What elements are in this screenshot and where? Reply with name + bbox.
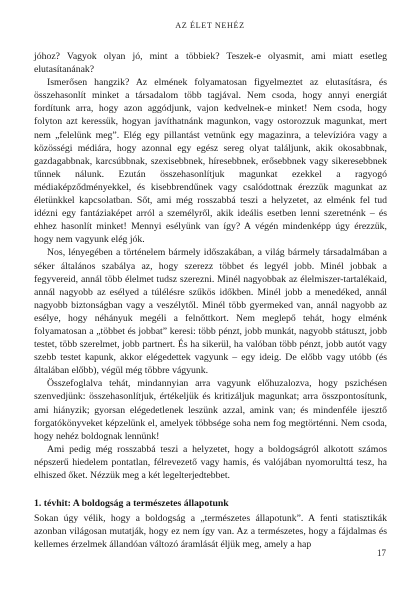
paragraph: Összefoglalva tehát, mindannyian arra vagyunk előhuzalozva, hogy pszichésen szenvedjünk: összehasonlítjuk, értékeljük és kritizáljuk magunkat; arra összpontosítunk, ami hiányzik; gyorsan elégedetlenek leszünk azzal, amink van; és mindenféle ijesztő forgatókönyveket képzelünk el, amelyek többsége soha nem fog megtörténni. Nem csoda, hogy nehéz boldognak lennünk!: [34, 378, 387, 442]
paragraph: Ismerősen hangzik? Az elmének folyamatosan figyelmeztet az elutasításra, és összehasonlít minket a társadalom több tagjával. Nem csoda, hogy annyi energiát fordítunk arra, hogy azon aggódjunk, vajon kedvelnek-e minket! Nem csoda, hogy folyton azt keressük, hogyan javíthatnánk magunkon, vagy ostorozzuk magunkat, mert nem „felelünk meg”. Elég egy pillantást vetnünk egy magazinra, a televízióra vagy a közösségi médiára, hogy azonnal egy egész sereg olyat találjunk, akik okosabbnak, gazdagabbnak, karcsúbbnak, szexisebbnek, híresebbnek, erősebbnek vagy sikeresebbnek tűnnek nálunk. Ezután összehasonlítjuk magunkat ezekkel a ragyogó médiaképződményekkel, és kisebbrendűnek vagy csalódottnak érezzük magunkat az életünkkel kapcsolatban. Sőt, ami még rosszabbá teszi a helyzetet, az elménk fel tud idézni egy fantáziaképet arról a személyről, akik ideális esetben lenni szeretnénk – és ehhez hasonlít minket! Mennyi esélyünk van így? A végén mindenképp úgy érezzük, hogy nem vagyunk elég jók.: [34, 77, 387, 246]
running-head: AZ ÉLET NEHÉZ: [175, 21, 245, 30]
section-heading: 1. tévhit: A boldogság a természetes állapotunk: [34, 498, 229, 510]
page-number: 17: [377, 548, 386, 558]
paragraph: Nos, lényegében a történelem bármely időszakában, a világ bármely társadalmában a séker általános szabálya az, hogy szerezz többet és legyél jobb. Minél jobbak a fegyvereid, annál több élelmet tudsz szerezni. Minél nagyobbak az élelmiszer-tartalékaid, annál nagyobb az esélyed a túlélésre szűkös időkben. Minél jobb a menedéked, annál nagyobb biztonságban vagy a veszélytől. Minél több gyermeked van, annál nagyobb az esélye, hogy néhányuk megéli a felnőttkort. Nem meglepő tehát, hogy elménk folyamatosan a „többet és jobbat” keresi: több pénzt, jobb munkát, nagyobb státuszt, jobb testet, több szerelmet, jobb partnert. És ha sikerül, ha valóban több pénzt, jobb autót vagy szebb testet kapunk, akkor elégedettek vagyunk – egy ideig. De előbb vagy utóbb (és általában előbb), végül még többre vágyunk.: [34, 247, 387, 377]
paragraph-continuation: jóhoz? Vagyok olyan jó, mint a többiek? Teszek-e olyasmit, ami miatt esetleg elutasítanának?: [34, 51, 387, 76]
body-text: [34, 50, 387, 551]
paragraph: Sokan úgy vélik, hogy a boldogság a „természetes állapotunk”. A fenti statisztikák azonban világosan mutatják, hogy ez nem így van. Az a természetes, hogy a fájdalmas és kellemes érzelmek állandóan változó áramlását éljük meg, amely a hap: [34, 513, 387, 551]
paragraph: Ami pedig még rosszabbá teszi a helyzetet, hogy a boldogságról alkotott számos népszerű hiedelem pontatlan, félrevezető vagy hamis, és valójában nyomorulttá tesz, ha elhiszed őket. Nézzük meg a két legelterjedtebbet.: [34, 443, 387, 481]
